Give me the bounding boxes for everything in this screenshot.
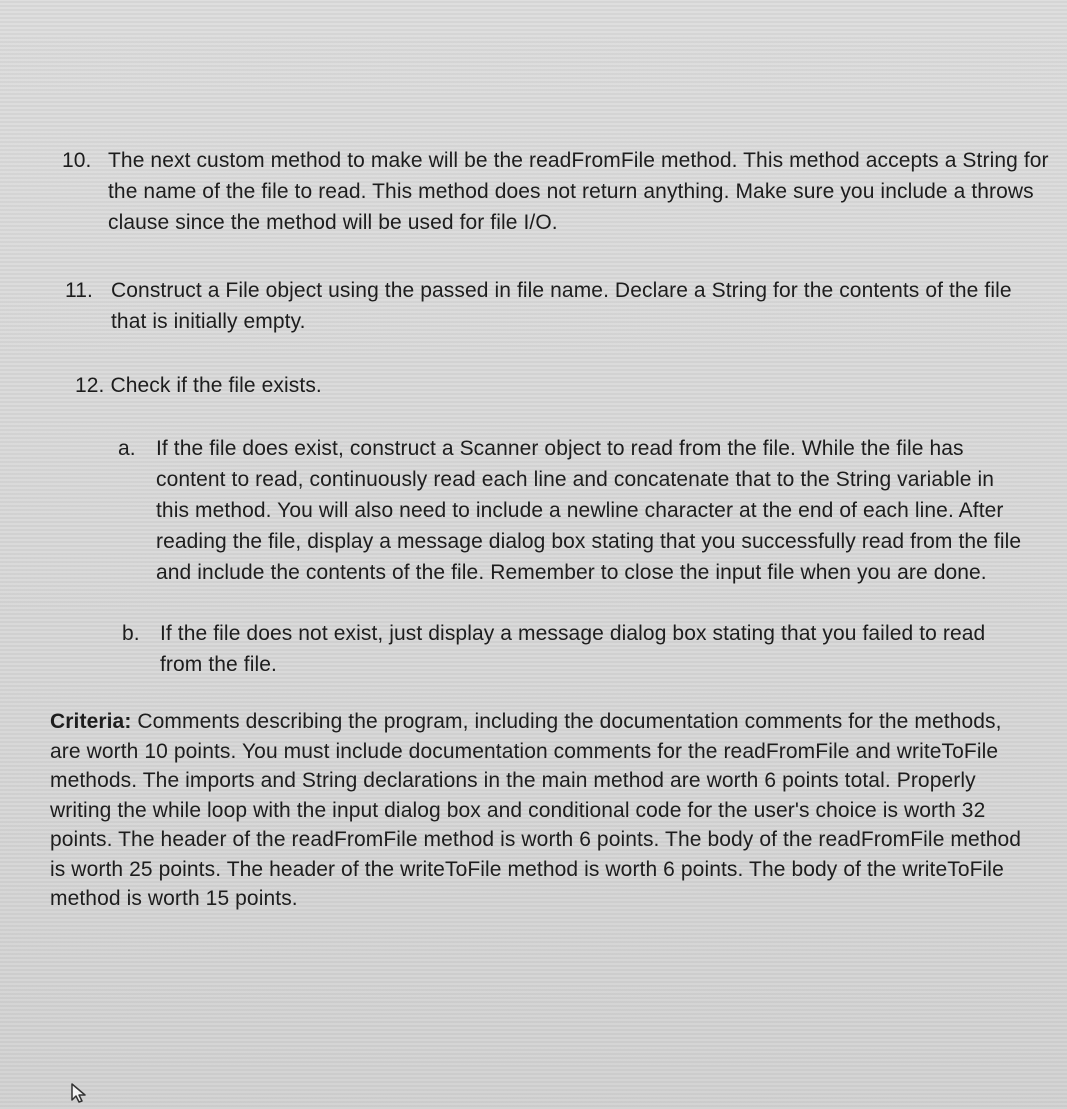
sub-item-text: If the file does exist, construct a Scanner object to read from the file. While the file has content to read, continuously read each line and concatenate that to the String variable in this method. You will also need to include a newline character at the end of each line. After reading the file, display a message dialog box stating that you successfully read from the file and include the contents of the file. Remember to close the input file when you are done. <box>156 437 1022 584</box>
item-number: 12. <box>75 374 105 397</box>
criteria-paragraph <box>50 707 1022 914</box>
criteria-label: Criteria: <box>50 710 132 733</box>
item-number: 11. <box>65 279 93 302</box>
instruction-item-12 <box>75 370 1035 401</box>
sub-item-letter: a. <box>118 437 136 460</box>
sub-item-b <box>122 618 1022 680</box>
instruction-item-11 <box>65 275 1050 337</box>
item-text: Check if the file exists. <box>110 374 322 397</box>
mouse-pointer-icon <box>68 1082 90 1104</box>
sub-item-a <box>118 433 1023 588</box>
item-text: The next custom method to make will be the readFromFile method. This method accepts a String for the name of the file to read. This method does not return anything. Make sure you include a throws clause since the method will be used for file I/O. <box>108 149 1049 234</box>
instruction-item-10 <box>62 145 1052 238</box>
item-number: 10. <box>62 149 92 172</box>
sub-item-text: If the file does not exist, just display a message dialog box stating that you failed to read from the file. <box>160 622 986 676</box>
item-text: Construct a File object using the passed in file name. Declare a String for the contents of the file that is initially empty. <box>111 279 1012 333</box>
sub-item-letter: b. <box>122 622 140 645</box>
criteria-text: Comments describing the program, including the documentation comments for the methods, are worth 10 points. You must include documentation comments for the readFromFile and writeToFile methods. The imports and String declarations in the main method are worth 6 points total. Properly writing the while loop with the input dialog box and conditional code for the user's choice is worth 32 points. The header of the readFromFile method is worth 6 points. The body of the readFromFile method is worth 25 points. The header of the writeToFile method is worth 6 points. The body of the writeToFile method is worth 15 points. <box>50 710 1022 910</box>
